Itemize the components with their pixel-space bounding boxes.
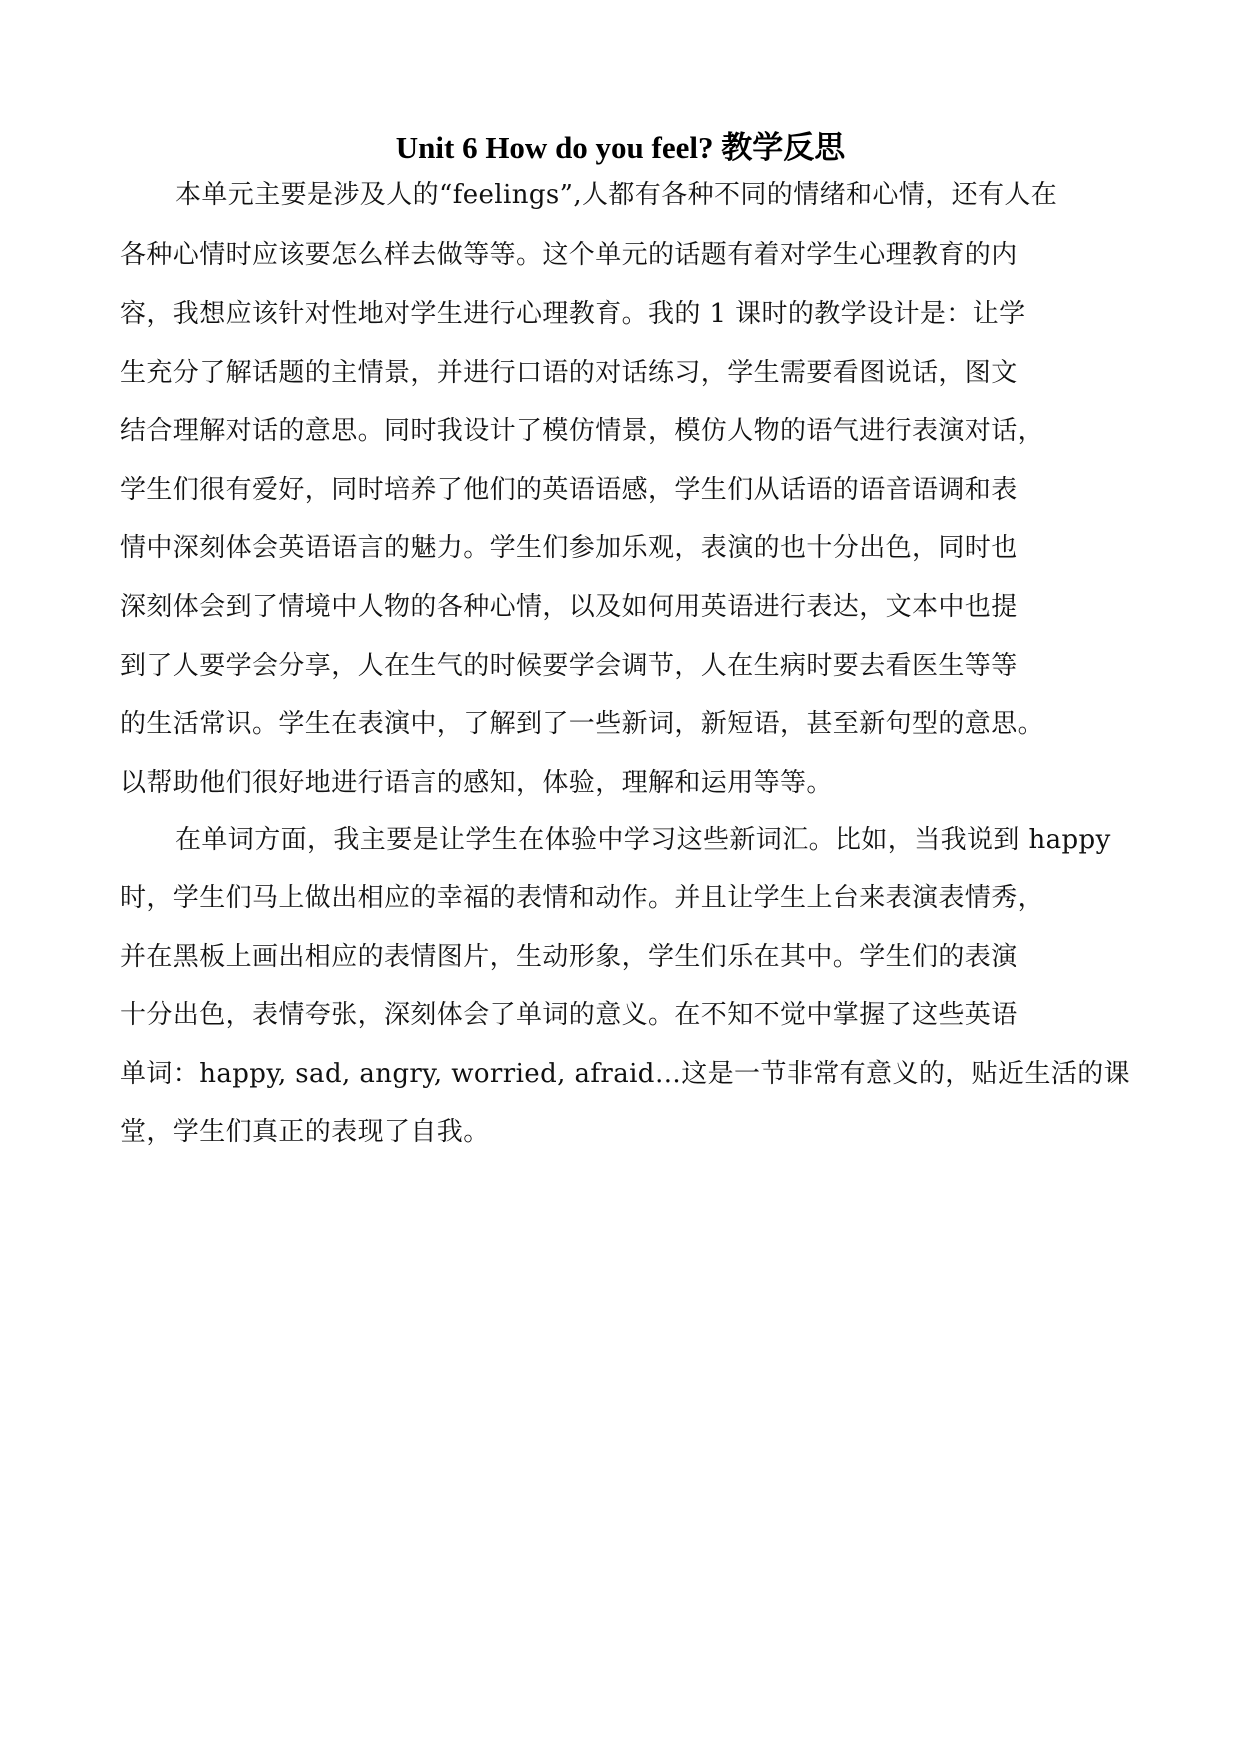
paragraph-line: 到了人要学会分享，人在生气的时候要学会调节，人在生病时要去看医生等等 [120,651,1018,681]
paragraph-line: 深刻体会到了情境中人物的各种心情，以及如何用英语进行表达，文本中也提 [120,592,1018,622]
paragraph-line: 情中深刻体会英语语言的魅力。学生们参加乐观，表演的也十分出色，同时也 [120,533,1018,563]
paragraph-line: 容，我想应该针对性地对学生进行心理教育。我的 1 课时的教学设计是：让学 [120,299,1026,329]
paragraph-line: 的生活常识。学生在表演中，了解到了一些新词，新短语，甚至新句型的意思。 [120,709,1045,739]
paragraph-line: 单词：happy, sad, angry, worried, afraid…这是一节非常有意义的，贴近生活的课 [120,1059,1131,1089]
paragraph-line: 本单元主要是涉及人的“feelings”,人都有各种不同的情绪和心情，还有人在 [175,180,1058,210]
document-title: Unit 6 How do you feel? 教学反思 [395,130,846,165]
paragraph-line: 并在黑板上画出相应的表情图片，生动形象，学生们乐在其中。学生们的表演 [120,942,1018,972]
paragraph-line: 各种心情时应该要怎么样去做等等。这个单元的话题有着对学生心理教育的内 [120,240,1018,270]
paragraph-line: 结合理解对话的意思。同时我设计了模仿情景，模仿人物的语气进行表演对话， [120,416,1045,446]
paragraph-line: 堂，学生们真正的表现了自我。 [120,1117,490,1147]
paragraph-line: 生充分了解话题的主情景，并进行口语的对话练习，学生需要看图说话，图文 [120,358,1018,388]
paragraph-line: 在单词方面，我主要是让学生在体验中学习这些新词汇。比如，当我说到 happy [175,825,1111,855]
paragraph-line: 时，学生们马上做出相应的幸福的表情和动作。并且让学生上台来表演表情秀， [120,883,1045,913]
paragraph-line: 以帮助他们很好地进行语言的感知，体验，理解和运用等等。 [120,768,833,798]
paragraph-line: 十分出色，表情夸张，深刻体会了单词的意义。在不知不觉中掌握了这些英语 [120,1000,1018,1030]
paragraph-line: 学生们很有爱好，同时培养了他们的英语语感，学生们从话语的语音语调和表 [120,475,1018,505]
